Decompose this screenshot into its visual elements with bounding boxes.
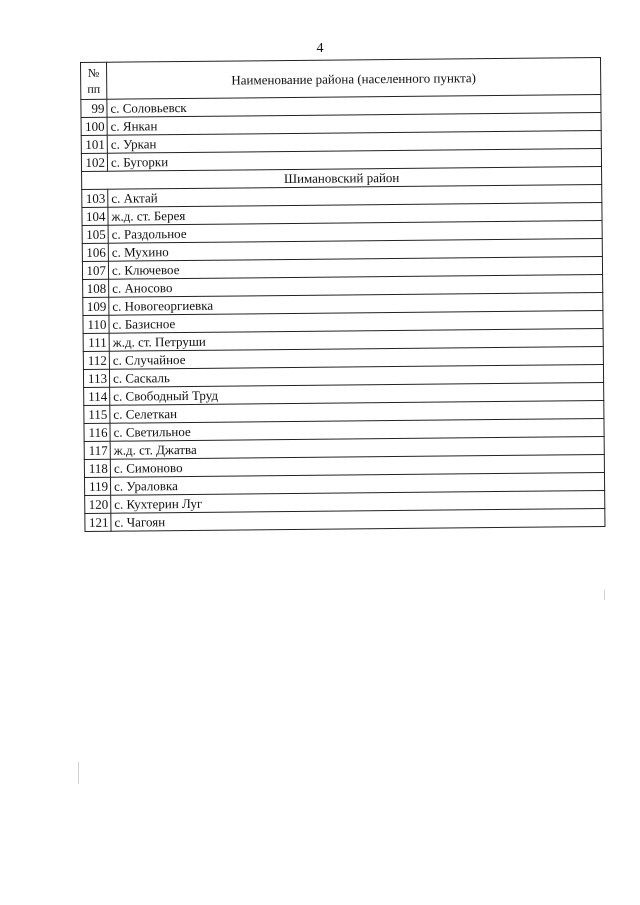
- row-number: 119: [84, 477, 110, 495]
- settlement-name: с. Ураловка: [110, 472, 604, 495]
- row-number: 101: [81, 135, 107, 153]
- settlement-name: с. Чагоян: [111, 508, 605, 531]
- settlement-name: с. Саскаль: [109, 364, 603, 387]
- row-number: 111: [83, 333, 109, 351]
- settlements-table: [80, 57, 605, 532]
- row-number: 106: [82, 243, 108, 261]
- settlement-name: с. Уркан: [107, 131, 601, 154]
- settlement-name: с. Случайное: [109, 346, 603, 369]
- row-number: 120: [85, 495, 111, 513]
- row-number: 104: [82, 207, 108, 225]
- settlement-name: ж.д. ст. Джатва: [110, 436, 604, 459]
- scan-speck: [604, 590, 605, 600]
- settlement-name: с. Актай: [108, 184, 602, 207]
- settlement-name: с. Аносово: [109, 274, 603, 297]
- row-number: 113: [83, 369, 109, 387]
- settlement-name: с. Соловьевск: [107, 95, 601, 118]
- row-number: 116: [84, 423, 110, 441]
- row-number: 118: [84, 459, 110, 477]
- row-number: 114: [84, 387, 110, 405]
- settlement-name: с. Раздольное: [108, 220, 602, 243]
- row-number: 100: [81, 117, 107, 135]
- settlement-name: с. Симоново: [110, 454, 604, 477]
- row-number: 103: [82, 189, 108, 207]
- settlement-name: с. Кухтерин Луг: [111, 490, 605, 513]
- settlement-name: с. Ключевое: [108, 256, 602, 279]
- district-name: Шимановский район: [82, 166, 602, 189]
- row-number: 115: [84, 405, 110, 423]
- rows-before-district: [81, 95, 602, 172]
- row-number: 112: [83, 351, 109, 369]
- column-header-title: Наименование района (населенного пункта): [107, 58, 601, 100]
- settlement-name: с. Мухино: [108, 238, 602, 261]
- row-number: 110: [83, 315, 109, 333]
- settlement-name: с. Свободный Труд: [110, 382, 604, 405]
- settlement-name: с. Селеткан: [110, 400, 604, 423]
- row-number: 121: [85, 513, 111, 531]
- column-header-number-symbol: №: [87, 65, 100, 80]
- row-number: 105: [82, 225, 108, 243]
- row-number: 107: [82, 261, 108, 279]
- settlement-name: с. Бугорки: [107, 148, 601, 171]
- row-number: 117: [84, 441, 110, 459]
- row-number: 99: [81, 99, 107, 117]
- settlement-name: с. Светильное: [110, 418, 604, 441]
- column-header-number: [81, 62, 107, 99]
- scan-speck: [78, 762, 79, 784]
- page-number: 4: [316, 41, 324, 56]
- column-header-number-abbr: пп: [87, 81, 101, 96]
- settlement-name: с. Новогеоргиевка: [109, 292, 603, 315]
- row-number: 108: [83, 279, 109, 297]
- row-number: 109: [83, 297, 109, 315]
- settlement-name: ж.д. ст. Берея: [108, 202, 602, 225]
- table-header-row: [81, 58, 601, 100]
- row-number: 102: [81, 153, 107, 171]
- settlement-name: с. Базисное: [109, 310, 603, 333]
- settlement-name: ж.д. ст. Петруши: [109, 328, 603, 351]
- rows-after-district: [82, 184, 605, 531]
- settlement-name: с. Янкан: [107, 113, 601, 136]
